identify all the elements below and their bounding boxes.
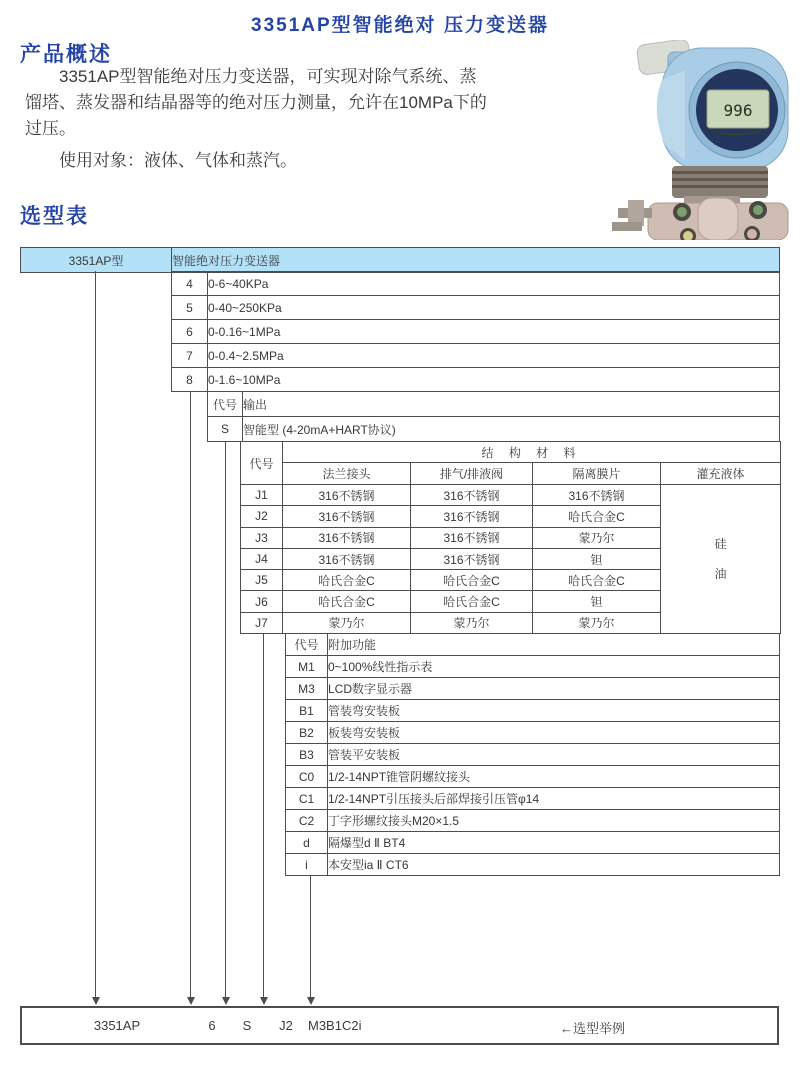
- usage-paragraph: 使用对象：液体、气体和蒸汽。: [59, 151, 297, 170]
- addition-code-cell: B1: [286, 700, 328, 722]
- addition-label-cell: 丁字形螺纹接头M20×1.5: [328, 810, 780, 832]
- material-valve-cell: 哈氏合金C: [411, 591, 533, 612]
- example-material-code: J2: [279, 1018, 293, 1033]
- model-label-cell: 3351AP型: [21, 248, 172, 273]
- addition-code-cell: M3: [286, 678, 328, 700]
- example-additions-code: M3B1C2i: [308, 1018, 362, 1033]
- flange-body: [612, 198, 788, 240]
- material-valve-cell: 316不锈钢: [411, 527, 533, 548]
- output-label-header-cell: 输出: [243, 392, 780, 417]
- material-row: [241, 485, 781, 506]
- material-code-cell: J1: [241, 485, 283, 506]
- range-row: [172, 344, 780, 368]
- down-arrow: [92, 997, 100, 1005]
- addition-row: [286, 722, 780, 744]
- material-valve-cell: 316不锈钢: [411, 485, 533, 506]
- diaphragm-col-header-cell: 隔离膜片: [533, 463, 661, 485]
- range-value-cell: 0-6~40KPa: [208, 272, 780, 296]
- addition-code-cell: C1: [286, 788, 328, 810]
- material-valve-cell: 316不锈钢: [411, 548, 533, 569]
- addition-row: [286, 766, 780, 788]
- material-flange-cell: 哈氏合金C: [283, 591, 411, 612]
- overview-line: 过压。: [25, 119, 76, 138]
- materials-code-header-cell: 代号: [241, 442, 283, 485]
- example-output-code: S: [242, 1018, 252, 1033]
- addition-label-cell: 隔爆型d Ⅱ BT4: [328, 832, 780, 854]
- down-arrow: [260, 997, 268, 1005]
- addition-row: [286, 744, 780, 766]
- overview-line: 馏塔、蒸发器和结晶器等的绝对压力测量，允许在10MPa下的: [25, 93, 487, 112]
- addition-code-cell: M1: [286, 656, 328, 678]
- material-flange-cell: 316不锈钢: [283, 527, 411, 548]
- fill-liquid-cell: [661, 485, 781, 634]
- output-label-cell: 智能型 (4-20mA+HART协议): [243, 417, 780, 442]
- overview-paragraph: [25, 64, 495, 142]
- addition-label-cell: 本安型ia Ⅱ CT6: [328, 854, 780, 876]
- material-valve-cell: 316不锈钢: [411, 506, 533, 527]
- addition-code-cell: d: [286, 832, 328, 854]
- lcd-digits: 996: [723, 101, 753, 120]
- additions-code-header-cell: 代号: [286, 634, 328, 656]
- addition-row: [286, 832, 780, 854]
- fill-liquid-line: 油: [714, 567, 727, 582]
- selector-line-model: [95, 271, 96, 997]
- addition-label-cell: 1/2-14NPT锥管阴螺纹接头: [328, 766, 780, 788]
- addition-label-cell: 板装弯安装板: [328, 722, 780, 744]
- range-value-cell: 0-40~250KPa: [208, 296, 780, 320]
- material-code-cell: J2: [241, 506, 283, 527]
- addition-label-cell: LCD数字显示器: [328, 678, 780, 700]
- material-diaphragm-cell: 316不锈钢: [533, 485, 661, 506]
- material-code-cell: J5: [241, 570, 283, 591]
- range-value-cell: 0-0.4~2.5MPa: [208, 344, 780, 368]
- selector-line-material: [263, 633, 264, 997]
- range-code-cell: 8: [172, 368, 208, 392]
- addition-label-cell: 0~100%线性指示表: [328, 656, 780, 678]
- addition-code-cell: B2: [286, 722, 328, 744]
- model-header-row: [21, 248, 780, 273]
- range-row: [172, 320, 780, 344]
- transmitter-head: [657, 48, 788, 170]
- range-code-cell: 4: [172, 272, 208, 296]
- material-flange-cell: 316不锈钢: [283, 485, 411, 506]
- model-desc-cell: 智能绝对压力变送器: [172, 248, 780, 273]
- range-value-cell: 0-0.16~1MPa: [208, 320, 780, 344]
- range-code-cell: 7: [172, 344, 208, 368]
- material-valve-cell: 哈氏合金C: [411, 570, 533, 591]
- material-flange-cell: 哈氏合金C: [283, 570, 411, 591]
- doc-title: 3351AP型智能绝对 压力变送器: [251, 15, 549, 36]
- fill-col-header-cell: 灌充液体: [661, 463, 781, 485]
- selector-line-output: [225, 441, 226, 997]
- materials-column-header-row: [241, 463, 781, 485]
- additions-table: [285, 633, 780, 876]
- overview-heading: 产品概述: [20, 43, 112, 66]
- output-code-cell: S: [208, 417, 243, 442]
- material-diaphragm-cell: 哈氏合金C: [533, 570, 661, 591]
- material-diaphragm-cell: 钽: [533, 591, 661, 612]
- materials-group-header-row: [241, 442, 781, 463]
- valve-col-header-cell: 排气/排液阀: [411, 463, 533, 485]
- selection-example-box: [20, 1006, 779, 1045]
- materials-table: [240, 441, 781, 634]
- addition-row: [286, 810, 780, 832]
- additions-label-header-cell: 附加功能: [328, 634, 780, 656]
- material-code-cell: J3: [241, 527, 283, 548]
- material-code-cell: J4: [241, 548, 283, 569]
- addition-code-cell: C2: [286, 810, 328, 832]
- material-valve-cell: 蒙乃尔: [411, 612, 533, 633]
- down-arrow: [307, 997, 315, 1005]
- material-flange-cell: 316不锈钢: [283, 506, 411, 527]
- example-model: 3351AP: [93, 1018, 141, 1033]
- addition-label-cell: 管装弯安装板: [328, 700, 780, 722]
- fill-liquid-line: 硅: [714, 537, 727, 552]
- example-range-code: 6: [208, 1018, 216, 1033]
- addition-code-cell: B3: [286, 744, 328, 766]
- selector-line-range: [190, 391, 191, 997]
- output-code-header-cell: 代号: [208, 392, 243, 417]
- addition-row: [286, 700, 780, 722]
- material-diaphragm-cell: 钽: [533, 548, 661, 569]
- flange-col-header-cell: 法兰接头: [283, 463, 411, 485]
- down-arrow: [187, 997, 195, 1005]
- range-row: [172, 272, 780, 296]
- output-header-row: [208, 392, 780, 417]
- material-flange-cell: 316不锈钢: [283, 548, 411, 569]
- output-table: [207, 391, 780, 442]
- addition-code-cell: C0: [286, 766, 328, 788]
- material-diaphragm-cell: 蒙乃尔: [533, 527, 661, 548]
- range-value-cell: 0-1.6~10MPa: [208, 368, 780, 392]
- output-row: [208, 417, 780, 442]
- range-table: [171, 271, 780, 392]
- additions-header-row: [286, 634, 780, 656]
- selection-heading: 选型表: [20, 205, 89, 228]
- range-row: [172, 296, 780, 320]
- selector-line-additions: [310, 875, 311, 997]
- addition-label-cell: 管装平安装板: [328, 744, 780, 766]
- down-arrow: [222, 997, 230, 1005]
- range-code-cell: 5: [172, 296, 208, 320]
- addition-code-cell: i: [286, 854, 328, 876]
- material-code-cell: J7: [241, 612, 283, 633]
- range-row: [172, 368, 780, 392]
- example-note: ←选型举例: [560, 1021, 626, 1036]
- material-code-cell: J6: [241, 591, 283, 612]
- addition-label-cell: 1/2-14NPT引压接头后部焊接引压管φ14: [328, 788, 780, 810]
- addition-row: [286, 678, 780, 700]
- addition-row: [286, 656, 780, 678]
- product-photo: [610, 40, 800, 240]
- overview-line: 3351AP型智能绝对压力变送器，可实现对除气系统、蒸: [59, 67, 477, 86]
- range-code-cell: 6: [172, 320, 208, 344]
- addition-row: [286, 788, 780, 810]
- model-header-table: [20, 247, 780, 273]
- material-flange-cell: 蒙乃尔: [283, 612, 411, 633]
- material-diaphragm-cell: 蒙乃尔: [533, 612, 661, 633]
- materials-group-header-cell: 结 构 材 料: [283, 442, 781, 463]
- addition-row: [286, 854, 780, 876]
- material-diaphragm-cell: 哈氏合金C: [533, 506, 661, 527]
